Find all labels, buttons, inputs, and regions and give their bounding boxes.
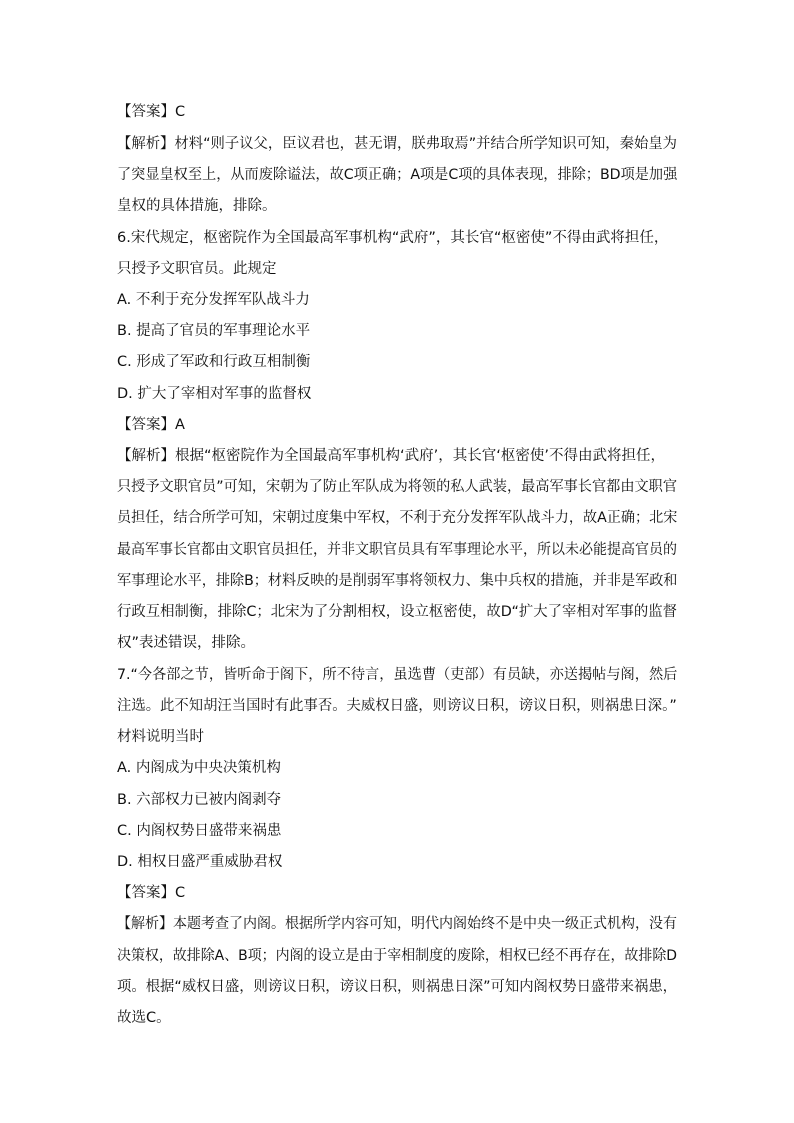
- analysis-6-line-1: 【解析】根据“枢密院作为全国最高军事机构‘武府’，其长官‘枢密使’不得由武将担任，: [117, 448, 665, 464]
- analysis-7-line-2: 决策权，故排除A、B项；内阁的设立是由于宰相制度的废除，相权已经不再存在，故排除D: [117, 948, 678, 964]
- question-7-option-c: C. 内阁权势日盛带来祸患: [117, 823, 282, 839]
- question-6-option-c: C. 形成了军政和行政互相制衡: [117, 354, 311, 370]
- analysis-7-line-3: 项。根据“威权日盛，则谤议日积，谤议日积，则祸患日深”可知内阁权势日盛带来祸患，: [117, 979, 678, 995]
- question-7-option-a: A. 内阁成为中央决策机构: [117, 760, 281, 776]
- answer-label-5: 【答案】C: [117, 104, 186, 120]
- answer-label-6: 【答案】A: [117, 417, 185, 433]
- analysis-6-line-3: 员担任，结合所学可知，宋朝过度集中军权，不利于充分发挥军队战斗力，故A正确；北宋: [117, 510, 678, 526]
- analysis-6-line-2: 只授予文职官员”可知，宋朝为了防止军队成为将领的私人武装，最高军事长官都由文职官: [117, 479, 678, 495]
- question-6-stem-line-1: 6.宋代规定，枢密院作为全国最高军事机构“武府”，其长官“枢密使”不得由武将担任，: [117, 230, 669, 246]
- analysis-5-line-3: 皇权的具体措施，排除。: [117, 198, 277, 214]
- question-6-stem-line-2: 只授予文职官员。此规定: [117, 261, 277, 277]
- question-7-option-b: B. 六部权力已被内阁剥夺: [117, 792, 282, 808]
- analysis-6-line-5: 军事理论水平，排除B；材料反映的是削弱军事将领权力、集中兵权的措施，并非是军政和: [117, 573, 678, 589]
- question-7-stem-line-1: 7.“今各部之节，皆听命于阁下，所不待言，虽选曹（吏部）有员缺，亦送揭帖与阁，然后: [117, 667, 678, 683]
- question-6-option-b: B. 提高了官员的军事理论水平: [117, 323, 311, 339]
- question-7-stem-line-2: 注选。此不知胡汪当国时有此事否。夫威权日盛，则谤议日积，谤议日积，则祸患日深。”: [117, 698, 677, 714]
- analysis-6-line-4: 最高军事长官都由文职官员担任，并非文职官员具有军事理论水平，所以未必能提高官员的: [117, 542, 677, 558]
- analysis-5-line-2: 了突显皇权至上，从而废除谥法，故C项正确；A项是C项的具体表现，排除；BD项是加强: [117, 167, 678, 183]
- analysis-7-line-4: 故选C。: [117, 1010, 171, 1026]
- analysis-6-line-6: 行政互相制衡，排除C；北宋为了分割相权，设立枢密使，故D“扩大了宰相对军事的监督: [117, 604, 677, 620]
- analysis-7-line-1: 【解析】本题考查了内阁。根据所学内容可知，明代内阁始终不是中央一级正式机构，没有: [117, 916, 677, 932]
- analysis-6-line-7: 权”表述错误，排除。: [117, 635, 256, 651]
- question-7-option-d: D. 相权日盛严重威胁君权: [117, 854, 283, 870]
- question-7-stem-line-3: 材料说明当时: [117, 729, 204, 745]
- question-6-option-a: A. 不利于充分发挥军队战斗力: [117, 292, 310, 308]
- answer-label-7: 【答案】C: [117, 885, 186, 901]
- question-6-option-d: D. 扩大了宰相对军事的监督权: [117, 386, 312, 402]
- analysis-5-line-1: 【解析】材料“则子议父，臣议君也，甚无谓，朕弗取焉”并结合所学知识可知，秦始皇为: [117, 136, 678, 152]
